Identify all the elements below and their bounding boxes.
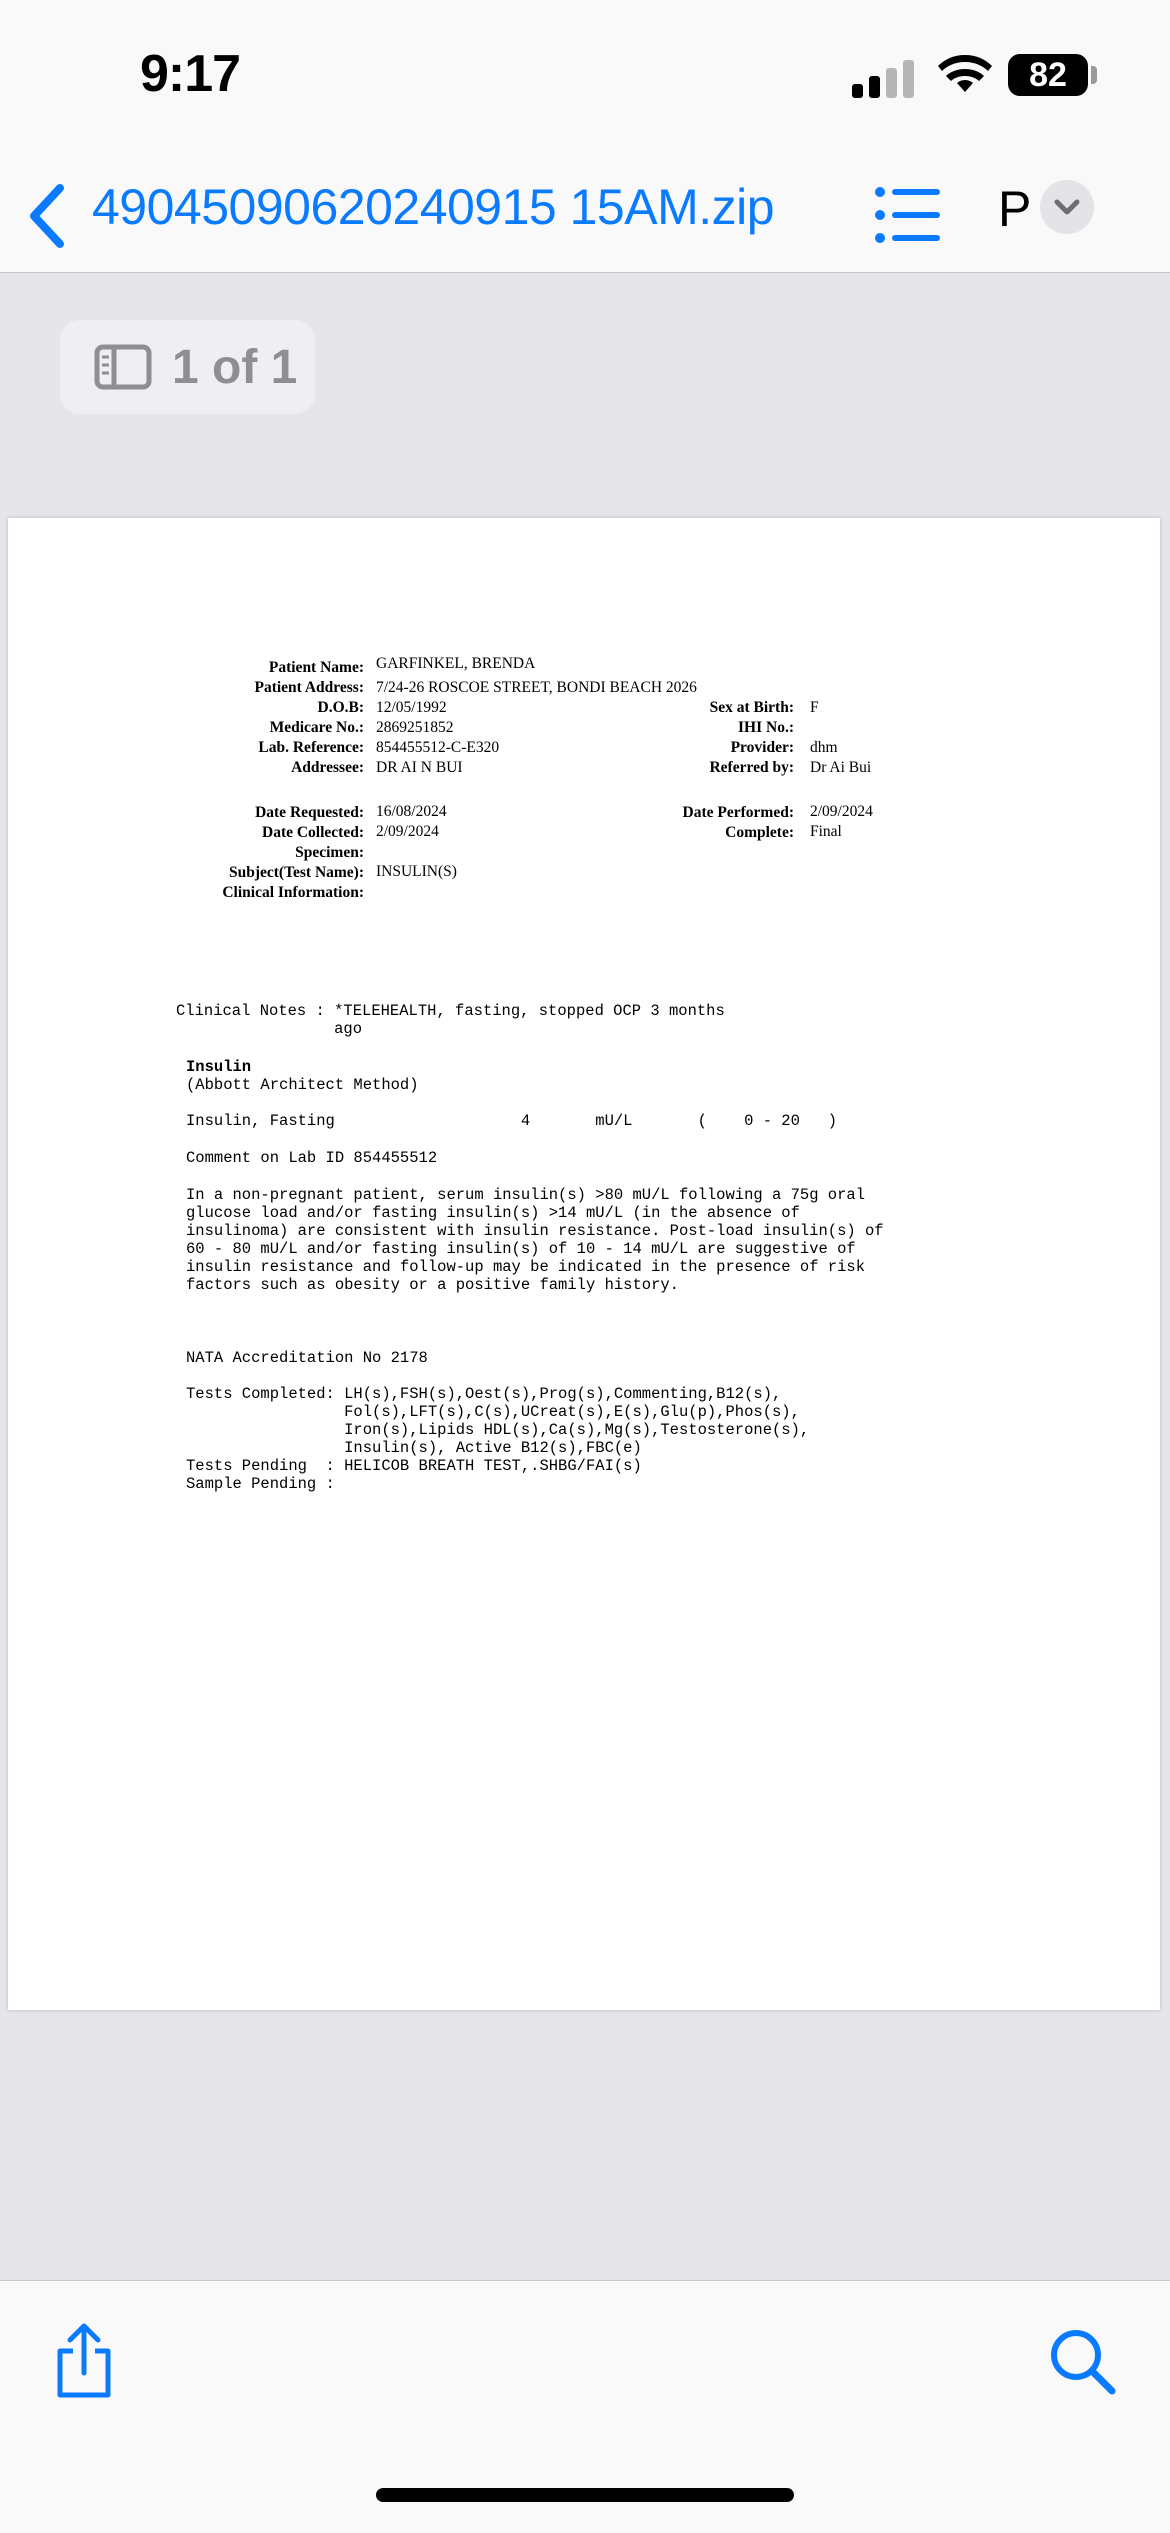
pdf-page bbox=[8, 518, 1160, 2010]
referred-by-label: Referred by: bbox=[709, 759, 794, 776]
clinical-notes-line: Clinical Notes : *TELEHEALTH, fasting, stopped OCP 3 months bbox=[176, 1002, 725, 1020]
more-chevron-button[interactable] bbox=[1040, 180, 1094, 234]
subject-label: Subject(Test Name): bbox=[228, 864, 364, 881]
date-requested-value: 16/08/2024 bbox=[376, 803, 447, 820]
nav-bar bbox=[0, 160, 1170, 273]
nata-accreditation: NATA Accreditation No 2178 bbox=[186, 1349, 428, 1367]
tests-line: Iron(s),Lipids HDL(s),Ca(s),Mg(s),Testosterone(s), bbox=[186, 1421, 810, 1439]
dob-label: D.O.B: bbox=[317, 699, 364, 716]
cellular-signal-icon bbox=[852, 58, 916, 98]
subject-value: INSULIN(S) bbox=[376, 863, 457, 880]
clinical-information-label: Clinical Information: bbox=[222, 884, 364, 901]
section-title: Insulin bbox=[186, 1058, 252, 1076]
format-button-letter[interactable]: P bbox=[998, 181, 1032, 237]
page-indicator[interactable] bbox=[60, 320, 315, 414]
referred-by-value: Dr Ai Bui bbox=[810, 759, 872, 776]
lab-reference-label: Lab. Reference: bbox=[258, 739, 364, 756]
page-count-label: 1 of 1 bbox=[172, 341, 298, 394]
result-line: Insulin, Fasting 4 mU/L ( 0 - 20 ) bbox=[186, 1112, 838, 1130]
complete-label: Complete: bbox=[725, 824, 794, 841]
clinical-notes-continuation: ago bbox=[176, 1020, 363, 1038]
complete-value: Final bbox=[810, 823, 842, 840]
patient-address-label: Patient Address: bbox=[254, 679, 364, 696]
back-chevron-icon[interactable] bbox=[22, 180, 72, 252]
provider-value: dhm bbox=[810, 739, 838, 756]
patient-address-value: 7/24-26 ROSCOE STREET, BONDI BEACH 2026 bbox=[376, 679, 697, 696]
list-icon[interactable] bbox=[872, 182, 942, 248]
patient-name-label: Patient Name: bbox=[268, 659, 364, 676]
interpretation-line: insulin resistance and follow-up may be indicated in the presence of risk bbox=[186, 1258, 866, 1276]
home-indicator[interactable] bbox=[376, 2488, 794, 2502]
comment-line: Comment on Lab ID 854455512 bbox=[186, 1149, 438, 1167]
tests-line: Fol(s),LFT(s),C(s),UCreat(s),E(s),Glu(p),Phos(s), bbox=[186, 1403, 800, 1421]
interpretation-line: In a non-pregnant patient, serum insulin(s) >80 mU/L following a 75g oral bbox=[186, 1186, 866, 1204]
interpretation-line: insulinoma) are consistent with insulin resistance. Post-load insulin(s) of bbox=[186, 1222, 884, 1240]
tests-line: Tests Completed: LH(s),FSH(s),Oest(s),Prog(s),Commenting,B12(s), bbox=[186, 1385, 782, 1403]
sample-pending-line: Sample Pending : bbox=[186, 1475, 335, 1493]
sidebar-icon bbox=[94, 344, 152, 390]
addressee-label: Addressee: bbox=[291, 759, 364, 776]
medicare-value: 2869251852 bbox=[376, 719, 454, 736]
tests-line: Insulin(s), Active B12(s),FBC(e) bbox=[186, 1439, 642, 1457]
date-performed-label: Date Performed: bbox=[682, 804, 794, 821]
battery-cap bbox=[1091, 66, 1097, 84]
sex-at-birth-value: F bbox=[810, 699, 819, 716]
date-collected-label: Date Collected: bbox=[262, 824, 364, 841]
battery-icon: 82 bbox=[1008, 54, 1088, 96]
addressee-value: DR AI N BUI bbox=[376, 759, 463, 776]
date-collected-value: 2/09/2024 bbox=[376, 823, 439, 840]
patient-name-value: GARFINKEL, BRENDA bbox=[376, 655, 536, 672]
specimen-label: Specimen: bbox=[295, 844, 364, 861]
dob-value: 12/05/1992 bbox=[376, 699, 447, 716]
status-time: 9:17 bbox=[140, 45, 241, 103]
interpretation-line: factors such as obesity or a positive family history. bbox=[186, 1276, 679, 1294]
date-performed-value: 2/09/2024 bbox=[810, 803, 873, 820]
share-icon[interactable] bbox=[52, 2321, 116, 2401]
provider-label: Provider: bbox=[730, 739, 794, 756]
sex-at-birth-label: Sex at Birth: bbox=[709, 699, 794, 716]
search-icon[interactable] bbox=[1048, 2327, 1118, 2397]
ihi-label: IHI No.: bbox=[738, 719, 794, 736]
interpretation-line: 60 - 80 mU/L and/or fasting insulin(s) of 10 - 14 mU/L are suggestive of bbox=[186, 1240, 856, 1258]
status-bar bbox=[0, 0, 1170, 160]
date-requested-label: Date Requested: bbox=[255, 804, 364, 821]
chevron-down-icon bbox=[1040, 180, 1094, 234]
method-line: (Abbott Architect Method) bbox=[186, 1076, 419, 1094]
tests-pending-line: Tests Pending : HELICOB BREATH TEST,.SHBG/FAI(s) bbox=[186, 1457, 642, 1475]
document-title[interactable]: 49045090620240915 15AM.zip bbox=[92, 179, 775, 235]
medicare-label: Medicare No.: bbox=[269, 719, 364, 736]
lab-reference-value: 854455512-C-E320 bbox=[376, 739, 500, 756]
wifi-icon bbox=[938, 52, 992, 94]
interpretation-line: glucose load and/or fasting insulin(s) >14 mU/L (in the absence of bbox=[186, 1204, 800, 1222]
